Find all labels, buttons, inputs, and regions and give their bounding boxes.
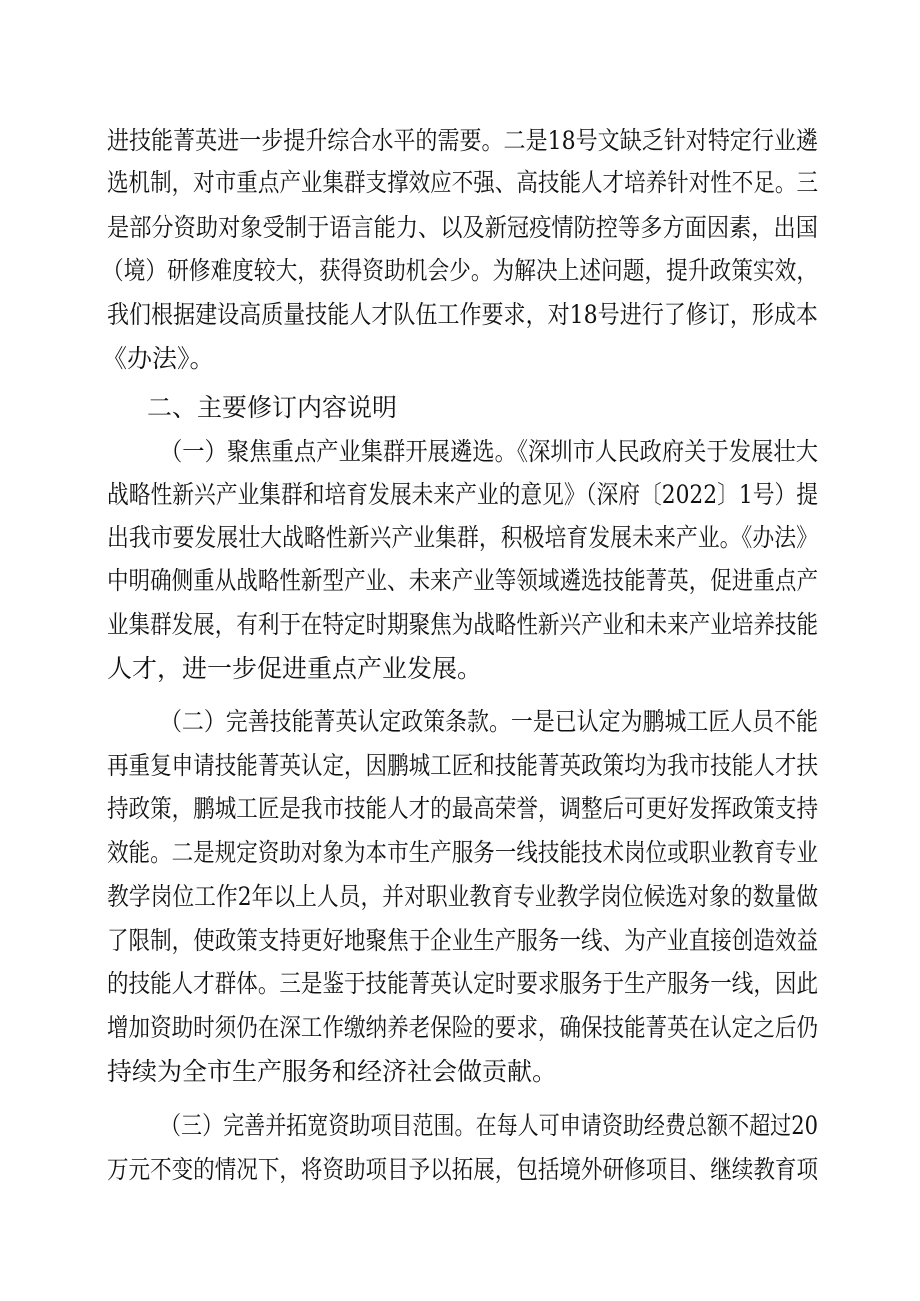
text-line: 我们根据建设高质量技能人才队伍工作要求，对18号进行了修订，形成本	[107, 300, 818, 329]
text-line: 进技能菁英进一步提升综合水平的需要。二是18号文缺乏针对特定行业遴	[107, 126, 818, 155]
text-line: 万元不变的情况下，将资助项目予以拓展，包括境外研修项目、继续教育项	[107, 1155, 818, 1184]
section-heading: 二、主要修订内容说明	[147, 393, 398, 422]
text-line: 再重复申请技能菁英认定，因鹏城工匠和技能菁英政策均为我市技能人才扶	[107, 751, 818, 780]
text-line: 了限制，使政策支持更好地聚焦于企业生产服务一线、为产业直接创造效益	[107, 926, 818, 955]
text-line: 《办法》。	[102, 344, 215, 373]
text-line: 中明确侧重从战略性新型产业、未来产业等领域遴选技能菁英，促进重点产	[107, 566, 818, 595]
text-line: 选机制，对市重点产业集群支撑效应不强、高技能人才培养针对性不足。三	[107, 168, 818, 197]
text-line: 的技能人才群体。三是鉴于技能菁英认定时要求服务于生产服务一线，因此	[107, 969, 818, 998]
text-line: （一）聚焦重点产业集群开展遴选。《深圳市人民政府关于发展壮大	[160, 437, 819, 466]
text-line: 效能。二是规定资助对象为本市生产服务一线技能技术岗位或职业教育专业	[107, 838, 818, 867]
text-line: 教学岗位工作2年以上人员，并对职业教育专业教学岗位候选对象的数量做	[107, 882, 818, 911]
text-line: （二）完善技能菁英认定政策条款。一是已认定为鹏城工匠人员不能	[160, 707, 818, 736]
text-line: 战略性新兴产业集群和培育发展未来产业的意见》（深府〔2022〕1号）提	[107, 480, 818, 509]
text-line: 出我市要发展壮大战略性新兴产业集群，积极培育发展未来产业。《办法》	[107, 523, 819, 552]
text-line: 增加资助时须仍在深工作缴纳养老保险的要求，确保技能菁英在认定之后仍	[107, 1013, 818, 1042]
text-line: 业集群发展，有利于在特定时期聚焦为战略性新兴产业和未来产业培养技能	[107, 610, 818, 639]
text-line: 持政策，鹏城工匠是我市技能人才的最高荣誉，调整后可更好发挥政策支持	[107, 794, 818, 823]
text-line: 是部分资助对象受制于语言能力、以及新冠疫情防控等多方面因素，出国	[107, 213, 818, 242]
text-line: 人才，进一步促进重点产业发展。	[107, 654, 483, 683]
text-line: （境）研修难度较大，获得资助机会少。为解决上述问题，提升政策实效，	[102, 256, 819, 285]
text-line: 持续为全市生产服务和经济社会做贡献。	[107, 1057, 558, 1086]
text-line: （三）完善并拓宽资助项目范围。在每人可申请资助经费总额不超过20	[160, 1111, 818, 1140]
